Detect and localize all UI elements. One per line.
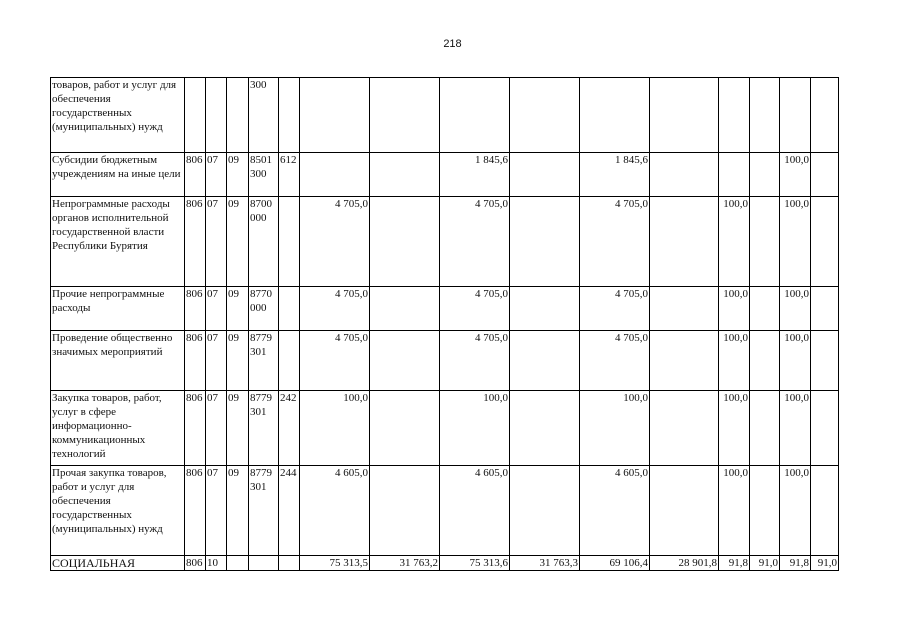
amount-cell <box>370 466 440 556</box>
target-code-part-b: 000 <box>250 212 267 224</box>
amount-cell <box>650 78 719 153</box>
row-name: СОЦИАЛЬНАЯ <box>51 556 185 571</box>
percent-cell: 100,0 <box>780 331 811 391</box>
amount-cell: 4 705,0 <box>440 287 510 331</box>
table-row <box>51 287 839 331</box>
target-article-code <box>249 78 279 153</box>
amount-cell <box>650 466 719 556</box>
percent-cell <box>780 78 811 153</box>
target-article-code <box>249 556 279 571</box>
percent-cell: 100,0 <box>780 391 811 466</box>
amount-cell <box>650 331 719 391</box>
amount-cell: 31 763,3 <box>510 556 580 571</box>
percent-cell <box>750 331 780 391</box>
subsection-code: 09 <box>227 197 249 287</box>
percent-cell: 91,0 <box>811 556 839 571</box>
section-code <box>206 78 227 153</box>
percent-cell: 100,0 <box>719 197 750 287</box>
percent-cell: 91,8 <box>780 556 811 571</box>
expense-type-code <box>279 197 300 287</box>
row-name: Прочая закупка товаров, работ и услуг для обеспечения государственных (муниципальных) нужд <box>51 466 185 556</box>
expense-type-code: 242 <box>279 391 300 466</box>
amount-cell <box>300 78 370 153</box>
amount-cell <box>440 78 510 153</box>
amount-cell: 31 763,2 <box>370 556 440 571</box>
section-code: 07 <box>206 197 227 287</box>
amount-cell: 75 313,5 <box>300 556 370 571</box>
percent-cell <box>750 391 780 466</box>
expense-type-code <box>279 556 300 571</box>
row-name: Прочие непрограммные расходы <box>51 287 185 331</box>
percent-cell: 100,0 <box>719 331 750 391</box>
target-code-part-a: 8700 <box>250 198 272 210</box>
amount-cell <box>650 287 719 331</box>
amount-cell: 28 901,8 <box>650 556 719 571</box>
target-article-code <box>249 153 279 197</box>
amount-cell <box>510 391 580 466</box>
subsection-code <box>227 556 249 571</box>
table-row-total <box>51 556 839 571</box>
admin-code: 806 <box>185 153 206 197</box>
percent-cell: 100,0 <box>780 466 811 556</box>
amount-cell <box>370 287 440 331</box>
percent-cell: 100,0 <box>780 153 811 197</box>
amount-cell: 4 705,0 <box>580 197 650 287</box>
section-code: 07 <box>206 391 227 466</box>
amount-cell: 4 705,0 <box>580 331 650 391</box>
amount-cell: 1 845,6 <box>440 153 510 197</box>
subsection-code: 09 <box>227 287 249 331</box>
amount-cell <box>510 153 580 197</box>
target-code-part-b: 301 <box>250 346 267 358</box>
section-code: 07 <box>206 466 227 556</box>
table-row <box>51 466 839 556</box>
page-number: 218 <box>443 38 462 50</box>
percent-cell: 91,0 <box>750 556 780 571</box>
admin-code <box>185 78 206 153</box>
percent-cell <box>750 78 780 153</box>
amount-cell: 100,0 <box>300 391 370 466</box>
percent-cell <box>750 153 780 197</box>
row-name: Непрограммные расходы органов исполнительной государственной власти Республики Бурятия <box>51 197 185 287</box>
target-article-code <box>249 197 279 287</box>
percent-cell <box>811 331 839 391</box>
amount-cell: 100,0 <box>440 391 510 466</box>
amount-cell <box>300 153 370 197</box>
percent-cell <box>811 78 839 153</box>
section-code: 07 <box>206 331 227 391</box>
row-name: Закупка товаров, работ, услуг в сфере информационно-коммуникационных технологий <box>51 391 185 466</box>
admin-code: 806 <box>185 556 206 571</box>
section-code: 10 <box>206 556 227 571</box>
row-name: Проведение общественно значимых мероприятий <box>51 331 185 391</box>
percent-cell <box>750 466 780 556</box>
amount-cell <box>650 197 719 287</box>
amount-cell <box>650 153 719 197</box>
expense-type-code <box>279 78 300 153</box>
admin-code: 806 <box>185 391 206 466</box>
target-code-part-a: 8770 <box>250 288 272 300</box>
amount-cell: 4 705,0 <box>580 287 650 331</box>
admin-code: 806 <box>185 466 206 556</box>
admin-code: 806 <box>185 331 206 391</box>
amount-cell <box>510 331 580 391</box>
percent-cell <box>811 153 839 197</box>
amount-cell <box>370 153 440 197</box>
amount-cell: 69 106,4 <box>580 556 650 571</box>
target-code-part-b: 300 <box>250 79 267 91</box>
table-row <box>51 331 839 391</box>
budget-table <box>50 77 839 571</box>
section-code: 07 <box>206 153 227 197</box>
amount-cell <box>370 197 440 287</box>
amount-cell <box>580 78 650 153</box>
target-code-part-b: 301 <box>250 406 267 418</box>
amount-cell <box>510 466 580 556</box>
percent-cell <box>811 197 839 287</box>
amount-cell: 4 705,0 <box>440 197 510 287</box>
target-code-part-a: 8779 <box>250 467 272 479</box>
percent-cell <box>811 287 839 331</box>
row-name: товаров, работ и услуг для обеспечения государственных (муниципальных) нужд <box>51 78 185 153</box>
amount-cell <box>370 331 440 391</box>
subsection-code: 09 <box>227 153 249 197</box>
amount-cell: 4 605,0 <box>440 466 510 556</box>
amount-cell <box>370 78 440 153</box>
percent-cell <box>750 287 780 331</box>
percent-cell <box>811 391 839 466</box>
amount-cell: 100,0 <box>580 391 650 466</box>
target-code-part-b: 000 <box>250 302 267 314</box>
table-row <box>51 391 839 466</box>
amount-cell: 4 605,0 <box>300 466 370 556</box>
subsection-code <box>227 78 249 153</box>
amount-cell: 4 605,0 <box>580 466 650 556</box>
percent-cell: 91,8 <box>719 556 750 571</box>
expense-type-code <box>279 331 300 391</box>
row-name: Субсидии бюджетным учреждениям на иные цели <box>51 153 185 197</box>
percent-cell: 100,0 <box>719 391 750 466</box>
percent-cell: 100,0 <box>719 466 750 556</box>
percent-cell: 100,0 <box>780 287 811 331</box>
target-code-part-a: 8501 <box>250 154 272 166</box>
amount-cell: 4 705,0 <box>300 287 370 331</box>
percent-cell: 100,0 <box>780 197 811 287</box>
amount-cell: 75 313,6 <box>440 556 510 571</box>
percent-cell <box>719 153 750 197</box>
admin-code: 806 <box>185 287 206 331</box>
amount-cell: 4 705,0 <box>300 197 370 287</box>
budget-table-body <box>51 78 839 571</box>
table-row <box>51 153 839 197</box>
amount-cell: 1 845,6 <box>580 153 650 197</box>
percent-cell <box>811 466 839 556</box>
expense-type-code: 244 <box>279 466 300 556</box>
target-code-part-b: 301 <box>250 481 267 493</box>
table-row <box>51 78 839 153</box>
subsection-code: 09 <box>227 466 249 556</box>
target-code-part-a: 8779 <box>250 392 272 404</box>
amount-cell: 4 705,0 <box>440 331 510 391</box>
table-row <box>51 197 839 287</box>
target-code-part-b: 300 <box>250 168 267 180</box>
percent-cell <box>719 78 750 153</box>
expense-type-code: 612 <box>279 153 300 197</box>
amount-cell <box>510 197 580 287</box>
percent-cell: 100,0 <box>719 287 750 331</box>
amount-cell <box>510 287 580 331</box>
amount-cell: 4 705,0 <box>300 331 370 391</box>
target-article-code <box>249 466 279 556</box>
percent-cell <box>750 197 780 287</box>
amount-cell <box>510 78 580 153</box>
target-article-code <box>249 287 279 331</box>
amount-cell <box>650 391 719 466</box>
subsection-code: 09 <box>227 391 249 466</box>
subsection-code: 09 <box>227 331 249 391</box>
expense-type-code <box>279 287 300 331</box>
section-code: 07 <box>206 287 227 331</box>
target-article-code <box>249 391 279 466</box>
target-article-code <box>249 331 279 391</box>
amount-cell <box>370 391 440 466</box>
target-code-part-a: 8779 <box>250 332 272 344</box>
admin-code: 806 <box>185 197 206 287</box>
